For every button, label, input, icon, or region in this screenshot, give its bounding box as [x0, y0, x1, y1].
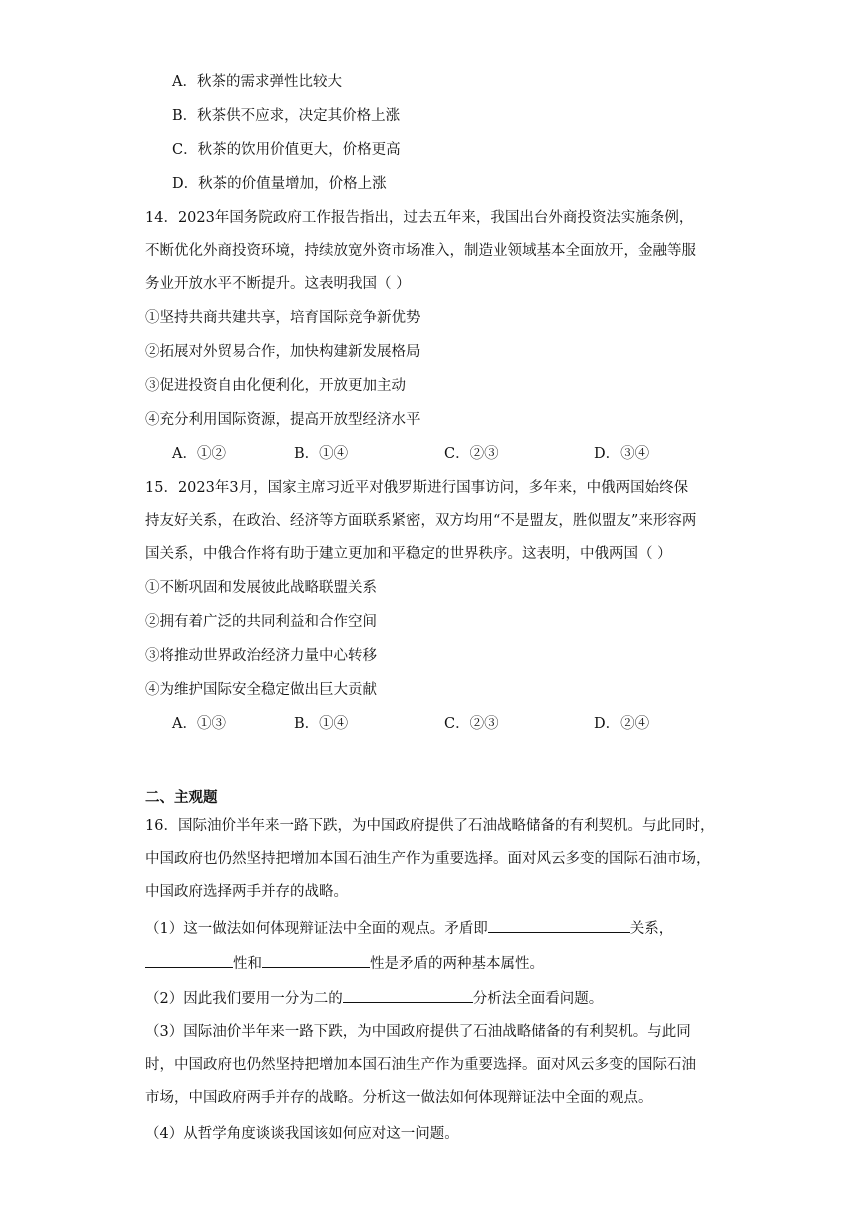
q16-sub2-line [145, 988, 603, 1009]
q16-sub1-line2 [145, 953, 544, 974]
q14-choice-d: D．③④ [594, 446, 650, 462]
q13-option-b: B．秋茶供不应求，决定其价格上涨 [172, 108, 401, 124]
q15-choice-b: B．①④ [294, 716, 349, 732]
q13-option-d: D．秋茶的价值量增加，价格上涨 [172, 176, 387, 192]
section-heading: 二、主观题 [145, 789, 218, 806]
q15-stem-line: 15．2023年3月，国家主席习近平对俄罗斯进行国事访问，多年来，中俄两国始终保 [145, 480, 689, 496]
q15-choice-a: A．①③ [172, 716, 226, 732]
q15-statement-4: ④为维护国际安全稳定做出巨大贡献 [145, 682, 377, 698]
q13-option-a: A．秋茶的需求弹性比较大 [172, 74, 342, 90]
q15-statement-3: ③将推动世界政治经济力量中心转移 [145, 648, 377, 664]
q16-sub3-line: 市场，中国政府两手并存的战略。分析这一做法如何体现辩证法中全面的观点。 [145, 1090, 653, 1106]
q16-stem-line: 中国政府选择两手并存的战略。 [145, 884, 348, 900]
q16-sub3-line: （3）国际油价半年来一路下跌，为中国政府提供了石油战略储备的有利契机。与此同 [145, 1024, 691, 1040]
q16-sub1-text: 性是矛盾的两种基本属性。 [370, 956, 544, 972]
q14-statement-2: ②拓展对外贸易合作，加快构建新发展格局 [145, 344, 421, 360]
q14-stem-line: 务业开放水平不断提升。这表明我国（ ） [145, 276, 411, 292]
q16-sub4-line: （4）从哲学角度谈谈我国该如何应对这一问题。 [145, 1126, 459, 1142]
q15-statement-2: ②拥有着广泛的共同利益和合作空间 [145, 614, 377, 630]
q16-sub1-text: 性和 [233, 956, 262, 972]
q15-stem-line: 国关系，中俄合作将有助于建立更加和平稳定的世界秩序。这表明，中俄两国（ ） [145, 546, 672, 562]
q14-choice-a: A．①② [172, 446, 226, 462]
q14-choice-c: C．②③ [444, 446, 499, 462]
answer-blank[interactable] [262, 953, 370, 968]
q16-sub2-text: 分析法全面看问题。 [472, 991, 604, 1007]
q14-statement-4: ④充分利用国际资源，提高开放型经济水平 [145, 412, 421, 428]
q14-statement-3: ③促进投资自由化便利化，开放更加主动 [145, 378, 406, 394]
q14-stem-line: 14．2023年国务院政府工作报告指出，过去五年来，我国出台外商投资法实施条例， [145, 210, 694, 226]
q16-sub2-text: （2）因此我们要用一分为二的 [145, 991, 343, 1007]
q15-stem-line: 持友好关系，在政治、经济等方面联系紧密，双方均用“不是盟友，胜似盟友”来形容两 [145, 513, 697, 529]
q15-choice-d: D．②④ [594, 716, 650, 732]
q16-sub3-line: 时，中国政府也仍然坚持把增加本国石油生产作为重要选择。面对风云多变的国际石油 [145, 1057, 696, 1073]
q16-sub1-text: 关系， [629, 921, 674, 937]
answer-blank[interactable] [145, 953, 233, 968]
answer-blank[interactable] [343, 988, 473, 1003]
q14-choice-b: B．①④ [294, 446, 349, 462]
q16-stem-line: 16．国际油价半年来一路下跌，为中国政府提供了石油战略储备的有利契机。与此同时， [145, 818, 715, 834]
q15-statement-1: ①不断巩固和发展彼此战略联盟关系 [145, 580, 377, 596]
q16-sub1-line1 [145, 918, 673, 939]
q14-statement-1: ①坚持共商共建共享，培育国际竞争新优势 [145, 310, 421, 326]
answer-blank[interactable] [488, 918, 630, 933]
q16-stem-line: 中国政府也仍然坚持把增加本国石油生产作为重要选择。面对风云多变的国际石油市场， [145, 851, 711, 867]
q14-stem-line: 不断优化外商投资环境，持续放宽外资市场准入，制造业领域基本全面放开，金融等服 [145, 243, 696, 259]
q15-choice-c: C．②③ [444, 716, 499, 732]
q16-sub1-text: （1）这一做法如何体现辩证法中全面的观点。矛盾即 [145, 921, 488, 937]
q13-option-c: C．秋茶的饮用价值更大，价格更高 [172, 142, 401, 158]
